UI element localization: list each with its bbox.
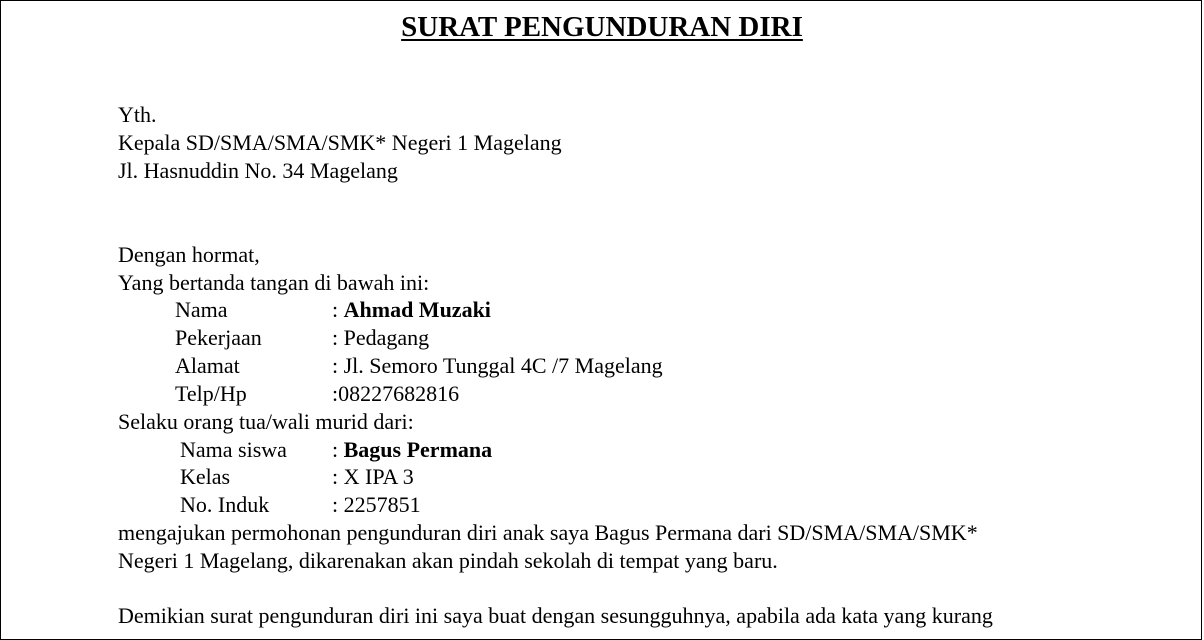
parent-address-label: Alamat bbox=[175, 353, 240, 378]
intro-text: Yang bertanda tangan di bawah ini: bbox=[118, 270, 430, 295]
parent-job-value: : Pedagang bbox=[332, 325, 430, 350]
parent-name-separator: : bbox=[332, 297, 344, 322]
student-class-value: : X IPA 3 bbox=[332, 464, 414, 489]
greeting: Dengan hormat, bbox=[118, 242, 260, 267]
parent-phone-label: Telp/Hp bbox=[175, 381, 247, 406]
parent-name-row bbox=[332, 296, 491, 324]
recipient-address: Jl. Hasnuddin No. 34 Magelang bbox=[118, 158, 398, 183]
recipient-salutation: Yth. bbox=[118, 102, 157, 127]
relation-text: Selaku orang tua/wali murid dari: bbox=[118, 409, 414, 434]
body-line-1: mengajukan permohonan pengunduran diri anak saya Bagus Permana dari SD/SMA/SMA/SMK* bbox=[118, 520, 978, 545]
parent-phone-value: :08227682816 bbox=[332, 381, 460, 406]
body-line-2: Negeri 1 Magelang, dikarenakan akan pindah sekolah di tempat yang baru. bbox=[118, 548, 778, 573]
student-class-label: Kelas bbox=[180, 464, 231, 489]
recipient-name: Kepala SD/SMA/SMA/SMK* Negeri 1 Magelang bbox=[118, 130, 562, 155]
document-title: SURAT PENGUNDURAN DIRI bbox=[401, 11, 803, 43]
student-name-value: Bagus Permana bbox=[343, 437, 493, 462]
parent-name-value: Ahmad Muzaki bbox=[343, 297, 491, 322]
parent-name-label: Nama bbox=[175, 297, 228, 322]
student-name-label: Nama siswa bbox=[180, 437, 287, 462]
student-id-label: No. Induk bbox=[180, 492, 270, 517]
parent-job-label: Pekerjaan bbox=[175, 325, 262, 350]
parent-address-value: : Jl. Semoro Tunggal 4C /7 Magelang bbox=[332, 353, 663, 378]
student-id-value: : 2257851 bbox=[332, 492, 421, 517]
student-name-row bbox=[332, 436, 492, 464]
student-name-separator: : bbox=[332, 437, 344, 462]
closing-line: Demikian surat pengunduran diri ini saya buat dengan sesungguhnya, apabila ada kata yang kurang bbox=[118, 603, 993, 628]
